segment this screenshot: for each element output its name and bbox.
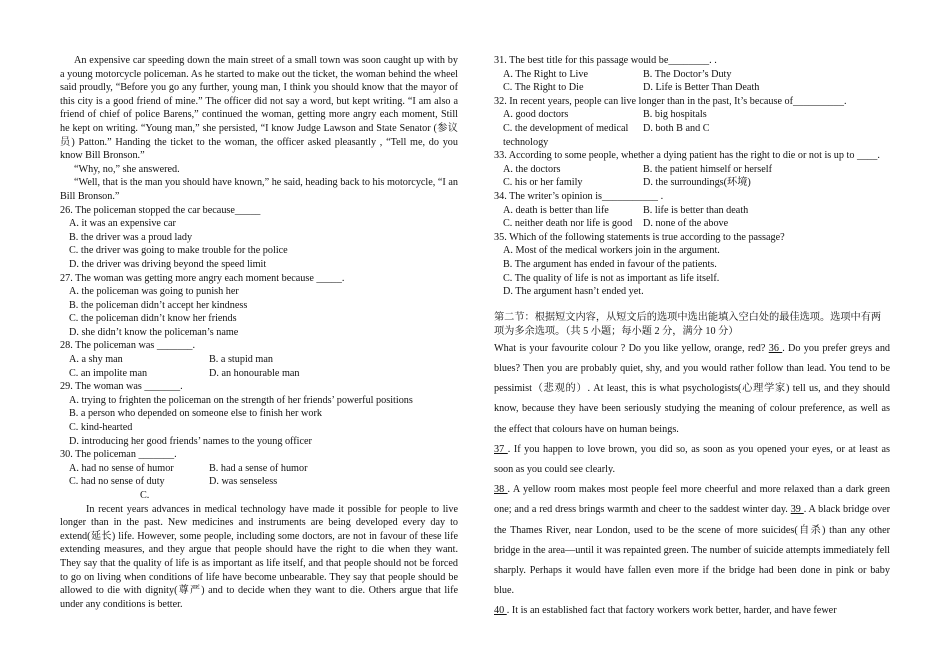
blank-39: 39 — [790, 504, 804, 516]
option-row — [60, 462, 458, 476]
answer-option: B. a stupid man — [209, 354, 273, 366]
answer-option: D. an honourable man — [209, 367, 300, 379]
option-row — [494, 81, 890, 95]
answer-option: D. the driver was driving beyond the speed limit — [69, 258, 267, 270]
right-column — [494, 54, 890, 622]
answer-option: C. an impolite man — [69, 367, 148, 379]
option-row — [60, 475, 458, 489]
answer-option: C. the development of medical technology — [503, 122, 629, 148]
left-question-list — [60, 204, 458, 489]
answer-option: A. good doctors — [503, 109, 569, 121]
answer-option: D. the surroundings(环境) — [643, 177, 751, 189]
question-stem: 26. The policeman stopped the car because_____ — [60, 204, 261, 216]
right-question-list — [494, 54, 890, 299]
blank-37: 37 — [494, 443, 508, 455]
answer-option: D. she didn’t know the policeman’s name — [69, 326, 239, 338]
passage-1-paragraph-3: “Well, that is the man you should have known,” he said, heading back to his motorcycle, “I an Bill Bronson.” — [60, 177, 458, 202]
answer-option: C. the policeman didn’t know her friends — [69, 313, 237, 325]
passage-2-paragraph: In recent years advances in medical technology have made it possible for people to live longer than in the past. New medicines and instruments are being developed every day to extend(延长) life. However, some people, including some doctors, are not in favour of these life extending measures, and they argue that people should have the right to die when they want. They say that the quality of life is as important as life itself, and that people should not be forced to go on living when conditions of life have become unbearable. They say that people should be allowed to die with dignity(尊严) and to decide when they want to die. Others argue that life under any conditions is better. — [60, 503, 458, 610]
answer-option: B. the driver was a proud lady — [69, 231, 193, 243]
option-row — [60, 367, 458, 381]
cloze-paragraph-2 — [494, 440, 890, 480]
answer-option: B. the policeman didn’t accept her kindness — [69, 299, 248, 311]
answer-option: A. it was an expensive car — [69, 218, 176, 230]
cloze-paragraph-1 — [494, 339, 890, 440]
question-stem: 29. The woman was _______. — [60, 381, 183, 393]
answer-option: B. big hospitals — [643, 109, 707, 121]
question-stem: 32. In recent years, people can live longer than in the past, It’s because of__________. — [494, 95, 847, 107]
answer-option: C. had no sense of duty — [69, 476, 165, 488]
blank-40: 40 — [494, 605, 507, 617]
section-two-title: 第二节：根据短文内容，从短文后的选项中选出能填入空白处的最佳选项。选项中有两项为多余选项。（共 5 小题；每小题 2 分，满分 10 分） — [494, 311, 882, 337]
answer-option: C. the driver was going to make trouble for the police — [69, 245, 288, 257]
question-stem: 27. The woman was getting more angry each moment because _____. — [60, 272, 345, 284]
blank-36: 36 — [768, 342, 783, 354]
answer-option: A. had no sense of humor — [69, 462, 174, 474]
answer-option: A. the doctors — [503, 163, 561, 175]
question-stem: 31. The best title for this passage would be________. . — [494, 55, 717, 66]
answer-option: D. Life is Better Than Death — [643, 82, 760, 94]
passage-1-paragraph-2: “Why, no,” she answered. — [74, 163, 180, 175]
option-row — [494, 217, 890, 231]
answer-option: C. The quality of life is not as important as life itself. — [503, 272, 720, 284]
blank-38: 38 — [494, 484, 508, 496]
answer-option: B. had a sense of humor — [209, 462, 308, 474]
answer-option: C. his or her family — [503, 177, 583, 189]
answer-option: C. The Right to Die — [503, 82, 584, 94]
option-row — [494, 176, 890, 190]
answer-option: D. introducing her good friends’ names to the young officer — [69, 435, 312, 447]
cloze-text: . Do you prefer greys and blues? Then you are probably quiet, shy, and you would rather follow than lead. You tend to be pessimist（悲观的）. At least, this is what psychologists(心理学家) tell us, and they should know, because they have been seriously studying the meaning of colour preference, as well as the effect that colours have on human beings. — [494, 342, 891, 435]
cloze-text: . A yellow room makes most people feel more cheerful and more relaxed than a dark green one; and a red dress brings warmth and cheer to the saddest winter day. — [494, 484, 890, 516]
answer-option: A. trying to frighten the policeman on the strength of her friends’ powerful positions — [69, 394, 413, 406]
option-row — [494, 163, 890, 177]
answer-option: B. life is better than death — [643, 204, 749, 216]
answer-option: D. The argument hasn’t ended yet. — [503, 286, 644, 298]
answer-option: D. none of the above — [643, 218, 729, 230]
answer-option: C. kind-hearted — [69, 422, 133, 434]
option-row — [60, 353, 458, 367]
answer-option: B. the patient himself or herself — [643, 163, 773, 175]
question-stem: 35. Which of the following statements is true according to the passage? — [494, 231, 785, 243]
cloze-text: . A black bridge over the Thames River, near London, used to be the scene of more suicides(自杀) than any other bridge in the area—until it was repainted green. The number of suicide attempts immediately fell sharply. Perhaps it would have fallen even more if the bridge had been done in pink or baby blue. — [494, 504, 891, 597]
question-stem: 30. The policeman _______. — [60, 449, 177, 461]
answer-option: A. a shy man — [69, 354, 123, 366]
cloze-paragraph-3 — [494, 480, 890, 601]
option-row — [494, 108, 890, 122]
answer-option: D. was senseless — [209, 476, 278, 488]
cloze-paragraph-4 — [494, 601, 890, 621]
answer-option: D. both B and C — [643, 122, 710, 134]
cloze-text: . If you happen to love brown, you did so, as soon as you opened your eyes, or at least as soon as you could see clearly. — [494, 443, 891, 475]
answer-option: A. death is better than life — [503, 204, 609, 216]
left-column — [60, 54, 458, 611]
option-row — [494, 204, 890, 218]
passage-1-paragraph-1: An expensive car speeding down the main street of a small town was soon caught up with by a young motorcycle policeman. As he started to make out the ticket, the woman behind the wheel said proudly, “Before you go any further, young man, I think you should know that the mayor of this city is a good friend of mine.” The officer did not say a word, but kept writing. “I am also a friend of chief of police Barens,” continued the woman, getting more angry each moment, Still he kept on writing. “Young man,” she persisted, “I know Judge Lawson and State Senator (参议员) Patton.” Handing the ticket to the woman, the officer asked pleasantly , “Tell me, do you know Bill Bronson.” — [60, 55, 458, 162]
answer-option: A. the policeman was going to punish her — [69, 286, 239, 298]
option-row — [494, 68, 890, 82]
cloze-text: . It is an established fact that factory workers work better, harder, and have fewer — [506, 605, 837, 617]
question-stem: 34. The writer’s opinion is___________ . — [494, 190, 664, 202]
question-stem: 28. The policeman was _______. — [60, 340, 196, 352]
answer-option: B. a person who depended on someone else to finish her work — [69, 408, 322, 420]
cloze-text: What is your favourite colour ? Do you like yellow, orange, red? — [494, 342, 769, 354]
stray-answer-letter: C. — [140, 490, 150, 501]
answer-option: A. Most of the medical workers join in the argument. — [503, 245, 720, 257]
question-stem: 33. According to some people, whether a dying patient has the right to die or not is up to ____. — [494, 150, 880, 162]
answer-option: A. The Right to Live — [503, 68, 588, 80]
answer-option: B. The argument has ended in favour of the patients. — [503, 258, 717, 270]
option-row — [494, 122, 890, 149]
answer-option: B. The Doctor’s Duty — [643, 68, 732, 80]
answer-option: C. neither death nor life is good — [503, 218, 633, 230]
